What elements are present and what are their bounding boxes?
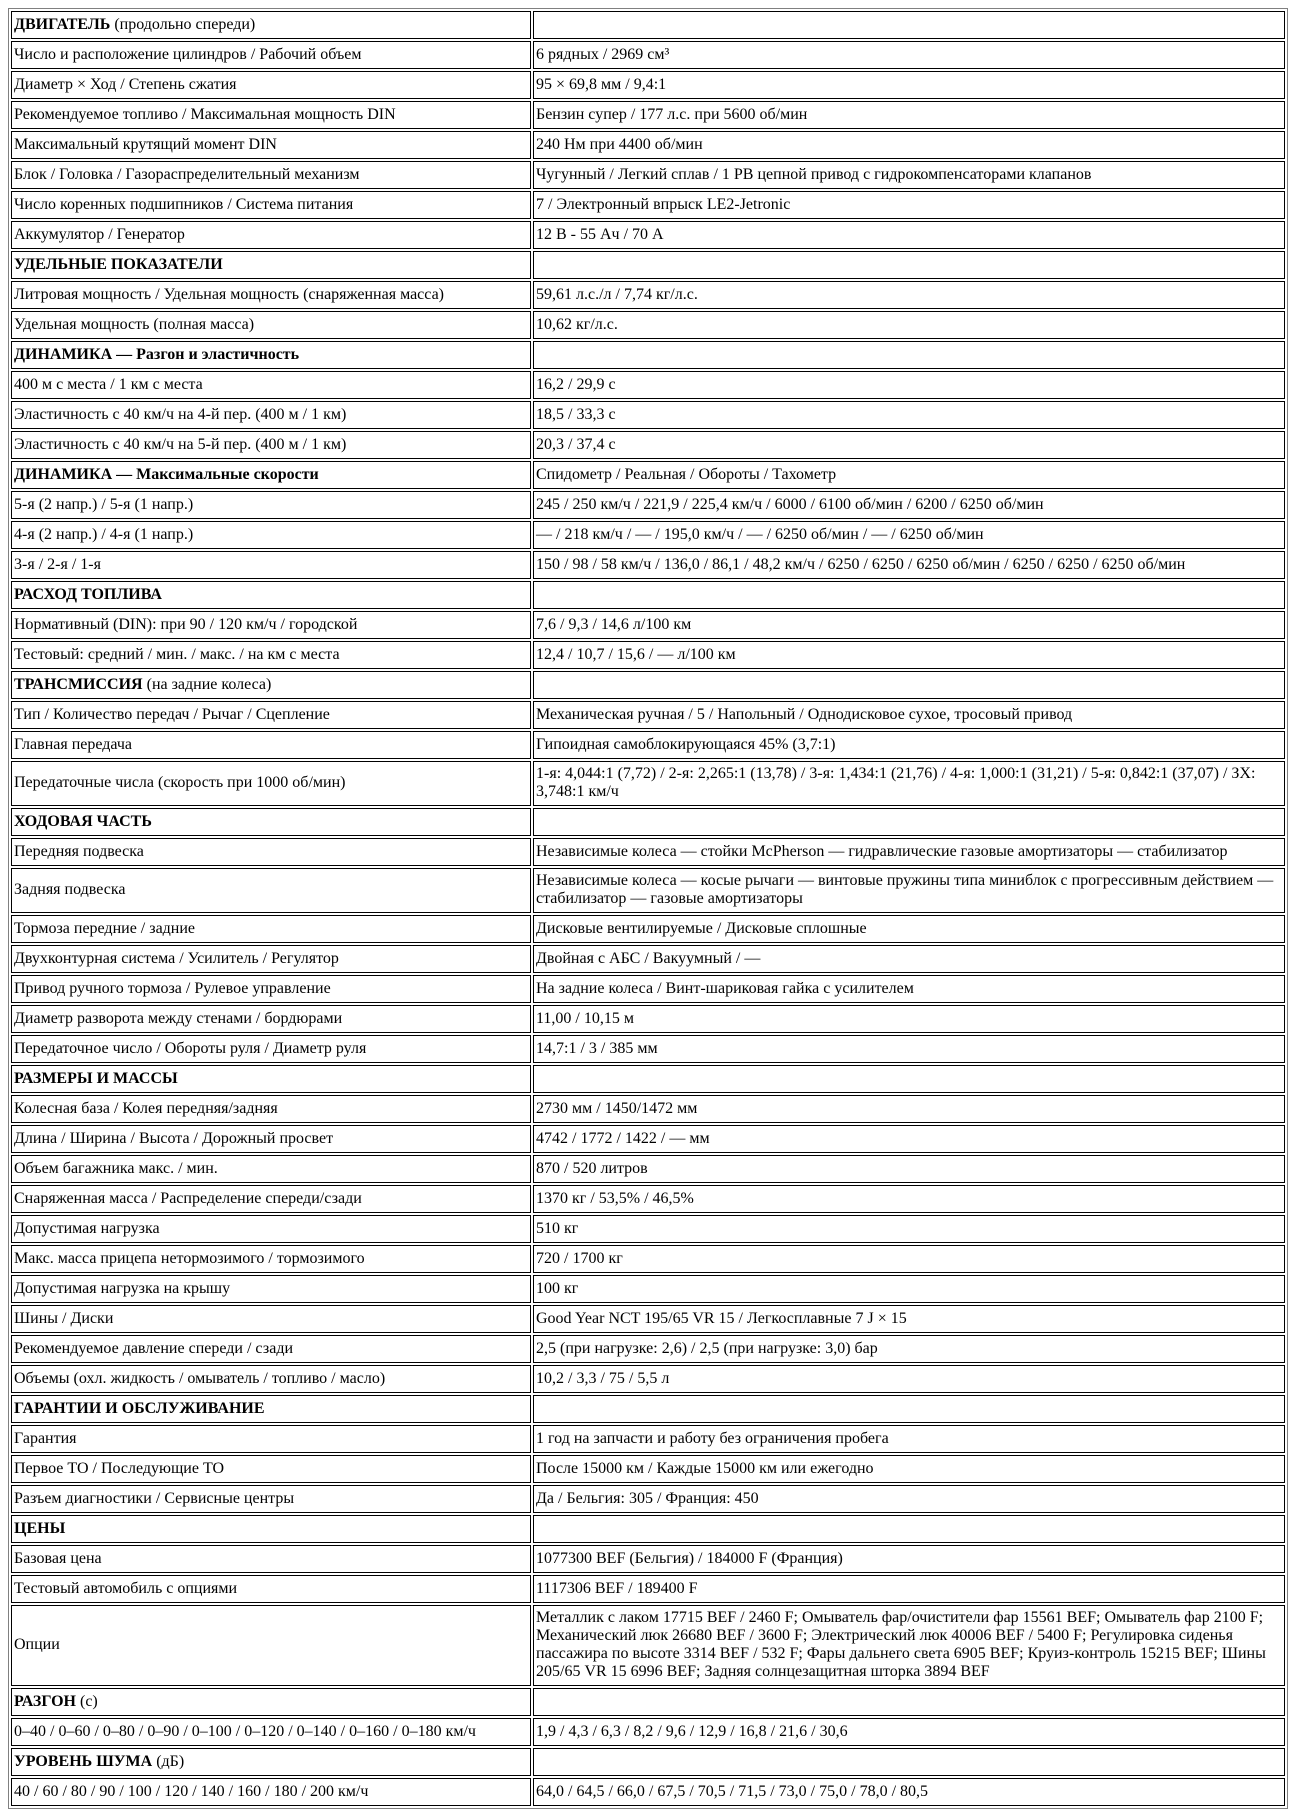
spec-label-cell: Блок / Головка / Газораспределительный механизм xyxy=(11,161,531,189)
section-title-cell xyxy=(11,461,531,489)
spec-row xyxy=(11,975,1285,1003)
spec-row xyxy=(11,1718,1285,1746)
spec-label-cell: 3-я / 2-я / 1-я xyxy=(11,551,531,579)
spec-row xyxy=(11,1455,1285,1483)
section-header-row xyxy=(11,1748,1285,1776)
section-header-row xyxy=(11,11,1285,39)
section-header-row xyxy=(11,1395,1285,1423)
section-value-cell xyxy=(533,1748,1285,1776)
section-subtitle: (на задние колеса) xyxy=(142,675,272,693)
spec-row xyxy=(11,641,1285,669)
spec-row xyxy=(11,1305,1285,1333)
spec-value-cell: 95 × 69,8 мм / 9,4:1 xyxy=(533,71,1285,99)
section-title-cell xyxy=(11,1065,531,1093)
spec-label-cell: Гарантия xyxy=(11,1425,531,1453)
spec-label-cell: Диаметр разворота между стенами / бордюрами xyxy=(11,1005,531,1033)
spec-label-cell: Литровая мощность / Удельная мощность (снаряженная масса) xyxy=(11,281,531,309)
spec-label-cell: Эластичность с 40 км/ч на 5-й пер. (400 м / 1 км) xyxy=(11,431,531,459)
spec-row xyxy=(11,1215,1285,1243)
spec-row xyxy=(11,1125,1285,1153)
spec-row xyxy=(11,1275,1285,1303)
spec-value-cell: 18,5 / 33,3 с xyxy=(533,401,1285,429)
spec-value-cell: 1370 кг / 53,5% / 46,5% xyxy=(533,1185,1285,1213)
section-header-row xyxy=(11,1688,1285,1716)
spec-label-cell: Тормоза передние / задние xyxy=(11,915,531,943)
spec-row xyxy=(11,71,1285,99)
section-subtitle: (дБ) xyxy=(152,1752,185,1770)
spec-row xyxy=(11,838,1285,866)
spec-row xyxy=(11,401,1285,429)
spec-row xyxy=(11,281,1285,309)
section-value-cell xyxy=(533,808,1285,836)
section-title: ЦЕНЫ xyxy=(14,1519,66,1537)
spec-value-cell: На задние колеса / Винт-шариковая гайка с усилителем xyxy=(533,975,1285,1003)
spec-row xyxy=(11,761,1285,806)
section-value-cell xyxy=(533,1395,1285,1423)
spec-row xyxy=(11,701,1285,729)
spec-row xyxy=(11,1005,1285,1033)
spec-label-cell: 5-я (2 напр.) / 5-я (1 напр.) xyxy=(11,491,531,519)
spec-row xyxy=(11,1035,1285,1063)
spec-label-cell: Тестовый автомобиль с опциями xyxy=(11,1575,531,1603)
spec-row xyxy=(11,611,1285,639)
spec-label-cell: Передаточные числа (скорость при 1000 об/мин) xyxy=(11,761,531,806)
section-title: ГАРАНТИИ И ОБСЛУЖИВАНИЕ xyxy=(14,1399,265,1417)
section-title-cell xyxy=(11,671,531,699)
spec-label-cell: Первое ТО / Последующие ТО xyxy=(11,1455,531,1483)
section-header-row xyxy=(11,808,1285,836)
spec-value-cell: 16,2 / 29,9 с xyxy=(533,371,1285,399)
spec-value-cell: 150 / 98 / 58 км/ч / 136,0 / 86,1 / 48,2 км/ч / 6250 / 6250 / 6250 об/мин / 6250 / 6250 / 6250 об/мин xyxy=(533,551,1285,579)
section-title: ДИНАМИКА — Максимальные скорости xyxy=(14,465,319,483)
section-value-cell: Спидометр / Реальная / Обороты / Тахометр xyxy=(533,461,1285,489)
section-value-cell xyxy=(533,581,1285,609)
spec-value-cell: 720 / 1700 кг xyxy=(533,1245,1285,1273)
spec-value-cell: 1-я: 4,044:1 (7,72) / 2-я: 2,265:1 (13,78) / 3-я: 1,434:1 (21,76) / 4-я: 1,000:1 (31,21) / 5-я: 0,842:1 (37,07) / ЗХ: 3,748:1 км/ч xyxy=(533,761,1285,806)
section-title: УДЕЛЬНЫЕ ПОКАЗАТЕЛИ xyxy=(14,255,223,273)
spec-value-cell: Двойная с АБС / Вакуумный / — xyxy=(533,945,1285,973)
spec-label-cell: Диаметр × Ход / Степень сжатия xyxy=(11,71,531,99)
section-title-cell xyxy=(11,581,531,609)
section-header-row xyxy=(11,671,1285,699)
spec-label-cell: Двухконтурная система / Усилитель / Регулятор xyxy=(11,945,531,973)
spec-row xyxy=(11,1485,1285,1513)
section-title-cell xyxy=(11,1515,531,1543)
spec-label-cell: Колесная база / Колея передняя/задняя xyxy=(11,1095,531,1123)
spec-row xyxy=(11,1545,1285,1573)
section-title: ХОДОВАЯ ЧАСТЬ xyxy=(14,812,152,830)
spec-row xyxy=(11,551,1285,579)
spec-row xyxy=(11,521,1285,549)
spec-value-cell: Да / Бельгия: 305 / Франция: 450 xyxy=(533,1485,1285,1513)
spec-row xyxy=(11,1605,1285,1686)
spec-label-cell: Привод ручного тормоза / Рулевое управление xyxy=(11,975,531,1003)
spec-value-cell: 10,2 / 3,3 / 75 / 5,5 л xyxy=(533,1365,1285,1393)
spec-value-cell: 510 кг xyxy=(533,1215,1285,1243)
spec-value-cell: 11,00 / 10,15 м xyxy=(533,1005,1285,1033)
spec-value-cell: 1077300 BEF (Бельгия) / 184000 F (Франция) xyxy=(533,1545,1285,1573)
spec-value-cell: Независимые колеса — стойки McPherson — гидравлические газовые амортизаторы — стабилизатор xyxy=(533,838,1285,866)
spec-value-cell: 870 / 520 литров xyxy=(533,1155,1285,1183)
spec-row xyxy=(11,431,1285,459)
section-value-cell xyxy=(533,11,1285,39)
spec-value-cell: 1 год на запчасти и работу без ограничения пробега xyxy=(533,1425,1285,1453)
section-title-cell xyxy=(11,808,531,836)
spec-label-cell: Число коренных подшипников / Система питания xyxy=(11,191,531,219)
section-subtitle: (с) xyxy=(76,1692,98,1710)
section-title-cell xyxy=(11,11,531,39)
spec-value-cell: 2730 мм / 1450/1472 мм xyxy=(533,1095,1285,1123)
spec-value-cell: 20,3 / 37,4 с xyxy=(533,431,1285,459)
spec-value-cell: 1117306 BEF / 189400 F xyxy=(533,1575,1285,1603)
spec-table-body xyxy=(11,11,1285,1806)
spec-value-cell: Механическая ручная / 5 / Напольный / Однодисковое сухое, тросовый привод xyxy=(533,701,1285,729)
section-value-cell xyxy=(533,1065,1285,1093)
section-title-cell xyxy=(11,251,531,279)
section-header-row xyxy=(11,341,1285,369)
spec-row xyxy=(11,1575,1285,1603)
spec-value-cell: 12 В - 55 Ач / 70 А xyxy=(533,221,1285,249)
spec-row xyxy=(11,868,1285,913)
spec-label-cell: Передаточное число / Обороты руля / Диаметр руля xyxy=(11,1035,531,1063)
spec-label-cell: Тип / Количество передач / Рычаг / Сцепление xyxy=(11,701,531,729)
spec-value-cell: — / 218 км/ч / — / 195,0 км/ч / — / 6250 об/мин / — / 6250 об/мин xyxy=(533,521,1285,549)
spec-label-cell: Снаряженная масса / Распределение спереди/сзади xyxy=(11,1185,531,1213)
spec-row xyxy=(11,1335,1285,1363)
spec-label-cell: 4-я (2 напр.) / 4-я (1 напр.) xyxy=(11,521,531,549)
section-title: ДВИГАТЕЛЬ xyxy=(14,15,111,33)
spec-row xyxy=(11,371,1285,399)
spec-row xyxy=(11,1155,1285,1183)
section-title-cell xyxy=(11,1748,531,1776)
spec-value-cell: Дисковые вентилируемые / Дисковые сплошные xyxy=(533,915,1285,943)
spec-row xyxy=(11,221,1285,249)
spec-label-cell: 40 / 60 / 80 / 90 / 100 / 120 / 140 / 160 / 180 / 200 км/ч xyxy=(11,1778,531,1806)
spec-label-cell: Объемы (охл. жидкость / омыватель / топливо / масло) xyxy=(11,1365,531,1393)
spec-row xyxy=(11,1245,1285,1273)
section-title-cell xyxy=(11,1688,531,1716)
spec-value-cell: 59,61 л.с./л / 7,74 кг/л.с. xyxy=(533,281,1285,309)
spec-label-cell: Допустимая нагрузка xyxy=(11,1215,531,1243)
spec-value-cell: Металлик с лаком 17715 BEF / 2460 F; Омыватель фар/очистители фар 15561 BEF; Омыватель фар 2100 F; Механический люк 26680 BEF / 3600 F; Электрический люк 40006 BEF / 5400 F; Регулировка сиденья пассажира по высоте 3314 BEF / 532 F; Фары дальнего света 6905 BEF; Круиз-контроль 15215 BEF; Шины 205/65 VR 15 6996 BEF; Задняя солнцезащитная шторка 3894 BEF xyxy=(533,1605,1285,1686)
section-title: ДИНАМИКА — Разгон и эластичность xyxy=(14,345,300,363)
spec-value-cell: 12,4 / 10,7 / 15,6 / — л/100 км xyxy=(533,641,1285,669)
section-header-row xyxy=(11,1065,1285,1093)
section-header-row xyxy=(11,581,1285,609)
section-header-row xyxy=(11,461,1285,489)
section-value-cell xyxy=(533,1515,1285,1543)
spec-label-cell: Рекомендуемое топливо / Максимальная мощность DIN xyxy=(11,101,531,129)
spec-row xyxy=(11,41,1285,69)
spec-label-cell: Макс. масса прицепа нетормозимого / тормозимого xyxy=(11,1245,531,1273)
section-title: РАСХОД ТОПЛИВА xyxy=(14,585,162,603)
section-title-cell xyxy=(11,1395,531,1423)
spec-label-cell: Нормативный (DIN): при 90 / 120 км/ч / городской xyxy=(11,611,531,639)
spec-label-cell: Допустимая нагрузка на крышу xyxy=(11,1275,531,1303)
section-title: РАЗГОН xyxy=(14,1692,76,1710)
spec-row xyxy=(11,131,1285,159)
spec-label-cell: Рекомендуемое давление спереди / сзади xyxy=(11,1335,531,1363)
spec-value-cell: Независимые колеса — косые рычаги — винтовые пружины типа миниблок с прогрессивным действием — стабилизатор — газовые амортизаторы xyxy=(533,868,1285,913)
section-title: ТРАНСМИССИЯ xyxy=(14,675,143,693)
spec-label-cell: Число и расположение цилиндров / Рабочий объем xyxy=(11,41,531,69)
spec-value-cell: 2,5 (при нагрузке: 2,6) / 2,5 (при нагрузке: 3,0) бар xyxy=(533,1335,1285,1363)
spec-value-cell: 6 рядных / 2969 см³ xyxy=(533,41,1285,69)
section-header-row xyxy=(11,251,1285,279)
spec-value-cell: 240 Нм при 4400 об/мин xyxy=(533,131,1285,159)
spec-row xyxy=(11,731,1285,759)
spec-label-cell: Объем багажника макс. / мин. xyxy=(11,1155,531,1183)
spec-label-cell: Аккумулятор / Генератор xyxy=(11,221,531,249)
spec-table xyxy=(8,8,1288,1809)
section-value-cell xyxy=(533,251,1285,279)
section-title: РАЗМЕРЫ И МАССЫ xyxy=(14,1069,178,1087)
spec-label-cell: Удельная мощность (полная масса) xyxy=(11,311,531,339)
spec-label-cell: 0–40 / 0–60 / 0–80 / 0–90 / 0–100 / 0–120 / 0–140 / 0–160 / 0–180 км/ч xyxy=(11,1718,531,1746)
spec-row xyxy=(11,191,1285,219)
spec-value-cell: 1,9 / 4,3 / 6,3 / 8,2 / 9,6 / 12,9 / 16,8 / 21,6 / 30,6 xyxy=(533,1718,1285,1746)
section-value-cell xyxy=(533,671,1285,699)
spec-value-cell: 7,6 / 9,3 / 14,6 л/100 км xyxy=(533,611,1285,639)
spec-label-cell: 400 м с места / 1 км с места xyxy=(11,371,531,399)
section-title-cell xyxy=(11,341,531,369)
spec-row xyxy=(11,1095,1285,1123)
spec-row xyxy=(11,1425,1285,1453)
spec-value-cell: 7 / Электронный впрыск LE2-Jetronic xyxy=(533,191,1285,219)
spec-value-cell: 100 кг xyxy=(533,1275,1285,1303)
spec-row xyxy=(11,491,1285,519)
spec-row xyxy=(11,915,1285,943)
spec-value-cell: 10,62 кг/л.с. xyxy=(533,311,1285,339)
spec-label-cell: Опции xyxy=(11,1605,531,1686)
section-value-cell xyxy=(533,1688,1285,1716)
spec-row xyxy=(11,311,1285,339)
spec-label-cell: Базовая цена xyxy=(11,1545,531,1573)
spec-label-cell: Максимальный крутящий момент DIN xyxy=(11,131,531,159)
spec-label-cell: Шины / Диски xyxy=(11,1305,531,1333)
spec-label-cell: Разъем диагностики / Сервисные центры xyxy=(11,1485,531,1513)
spec-row xyxy=(11,1365,1285,1393)
spec-row xyxy=(11,1185,1285,1213)
spec-label-cell: Главная передача xyxy=(11,731,531,759)
spec-label-cell: Длина / Ширина / Высота / Дорожный просвет xyxy=(11,1125,531,1153)
spec-label-cell: Передняя подвеска xyxy=(11,838,531,866)
section-header-row xyxy=(11,1515,1285,1543)
spec-value-cell: Бензин супер / 177 л.с. при 5600 об/мин xyxy=(533,101,1285,129)
spec-row xyxy=(11,1778,1285,1806)
spec-label-cell: Задняя подвеска xyxy=(11,868,531,913)
section-value-cell xyxy=(533,341,1285,369)
spec-value-cell: 64,0 / 64,5 / 66,0 / 67,5 / 70,5 / 71,5 / 73,0 / 75,0 / 78,0 / 80,5 xyxy=(533,1778,1285,1806)
spec-row xyxy=(11,161,1285,189)
spec-value-cell: Гипоидная самоблокирующаяся 45% (3,7:1) xyxy=(533,731,1285,759)
spec-value-cell: 4742 / 1772 / 1422 / — мм xyxy=(533,1125,1285,1153)
section-title: УРОВЕНЬ ШУМА xyxy=(14,1752,153,1770)
section-subtitle: (продольно спереди) xyxy=(110,15,256,33)
spec-value-cell: 245 / 250 км/ч / 221,9 / 225,4 км/ч / 6000 / 6100 об/мин / 6200 / 6250 об/мин xyxy=(533,491,1285,519)
spec-value-cell: Чугунный / Легкий сплав / 1 РВ цепной привод с гидрокомпенсаторами клапанов xyxy=(533,161,1285,189)
spec-label-cell: Эластичность с 40 км/ч на 4-й пер. (400 м / 1 км) xyxy=(11,401,531,429)
spec-value-cell: После 15000 км / Каждые 15000 км или ежегодно xyxy=(533,1455,1285,1483)
spec-row xyxy=(11,945,1285,973)
spec-value-cell: Good Year NCT 195/65 VR 15 / Легкосплавные 7 J × 15 xyxy=(533,1305,1285,1333)
spec-value-cell: 14,7:1 / 3 / 385 мм xyxy=(533,1035,1285,1063)
spec-row xyxy=(11,101,1285,129)
spec-label-cell: Тестовый: средний / мин. / макс. / на км с места xyxy=(11,641,531,669)
